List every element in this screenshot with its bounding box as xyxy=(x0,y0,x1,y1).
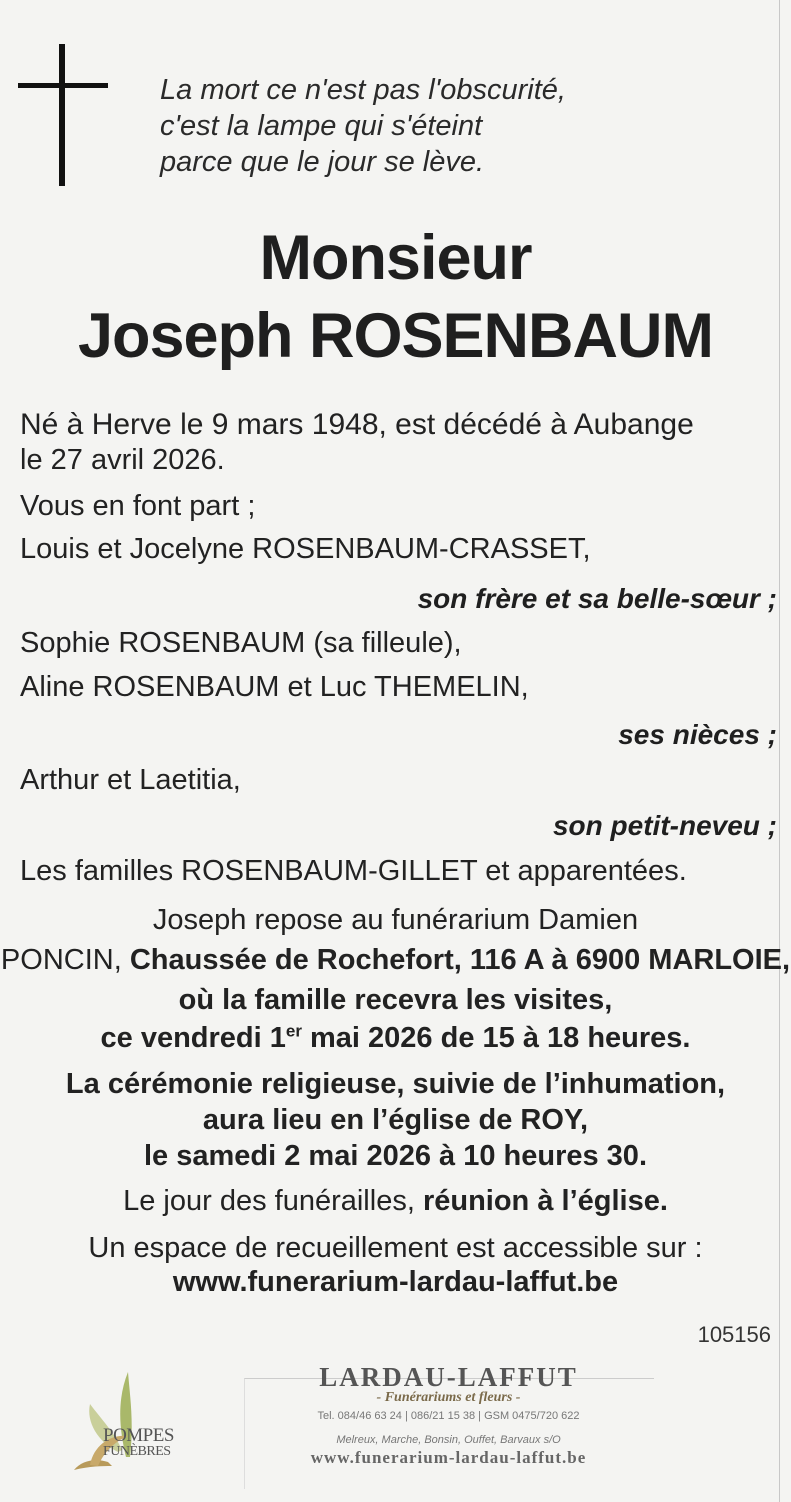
company-website[interactable]: www.funerarium-lardau-laffut.be xyxy=(310,1448,587,1467)
birth-death-line: Né à Herve le 9 mars 1948, est décédé à Aubange xyxy=(20,408,694,441)
pompes-funebres-logo: POMPES FUNÈBRES xyxy=(103,1425,174,1459)
family-member: Arthur et Laetitia, xyxy=(20,764,241,796)
family-member: Louis et Jocelyne ROSENBAUM-CRASSET, xyxy=(20,533,591,565)
reference-number: 105156 xyxy=(697,1322,771,1347)
visit-date: ce vendredi 1er mai 2026 de 15 à 18 heures. xyxy=(100,1021,691,1054)
quote-line: c'est la lampe qui s'éteint xyxy=(160,110,483,142)
relationship-label: son petit-neveu ; xyxy=(552,810,777,841)
ceremony-line: aura lieu en l’église de ROY, xyxy=(202,1104,589,1136)
company-locations: Melreux, Marche, Bonsin, Ouffet, Barvaux s/O xyxy=(336,1434,561,1446)
company-phones: Tel. 084/46 63 24 | 086/21 15 38 | GSM 0475/720 622 xyxy=(317,1410,580,1422)
repose-address: PONCIN, Chaussée de Rochefort, 116 A à 6900 MARLOIE, xyxy=(0,944,791,976)
quote-line: La mort ce n'est pas l'obscurité, xyxy=(160,74,566,106)
relationship-label: ses nièces ; xyxy=(618,719,777,750)
quote-line: parce que le jour se lève. xyxy=(160,146,485,178)
family-member: Sophie ROSENBAUM (sa filleule), xyxy=(20,627,462,659)
ceremony-line: La cérémonie religieuse, suivie de l’inhumation, xyxy=(65,1068,726,1100)
title-name: Joseph ROSENBAUM xyxy=(77,301,714,371)
family-member: Les familles ROSENBAUM-GILLET et apparentées. xyxy=(20,855,687,887)
repose-line: Joseph repose au funérarium Damien xyxy=(152,904,639,936)
company-tagline: - Funérariums et fleurs - xyxy=(376,1390,521,1405)
visits-line: où la famille recevra les visites, xyxy=(178,984,613,1016)
ceremony-line: le samedi 2 mai 2026 à 10 heures 30. xyxy=(144,1140,647,1172)
announcement: Vous en font part ; xyxy=(20,490,256,522)
title-honorific: Monsieur xyxy=(259,223,532,293)
company-name: LARDAU-LAFFUT xyxy=(319,1362,578,1392)
birth-death-line: le 27 avril 2026. xyxy=(20,444,225,476)
epitaph-quote xyxy=(160,72,566,180)
relationship-label: son frère et sa belle-sœur ; xyxy=(417,583,777,614)
website-link[interactable]: www.funerarium-lardau-laffut.be xyxy=(172,1266,619,1298)
memorial-space-line: Un espace de recueillement est accessible sur : xyxy=(88,1232,703,1264)
meeting-line: Le jour des funérailles, réunion à l’église. xyxy=(123,1185,668,1217)
family-member: Aline ROSENBAUM et Luc THEMELIN, xyxy=(20,671,529,703)
